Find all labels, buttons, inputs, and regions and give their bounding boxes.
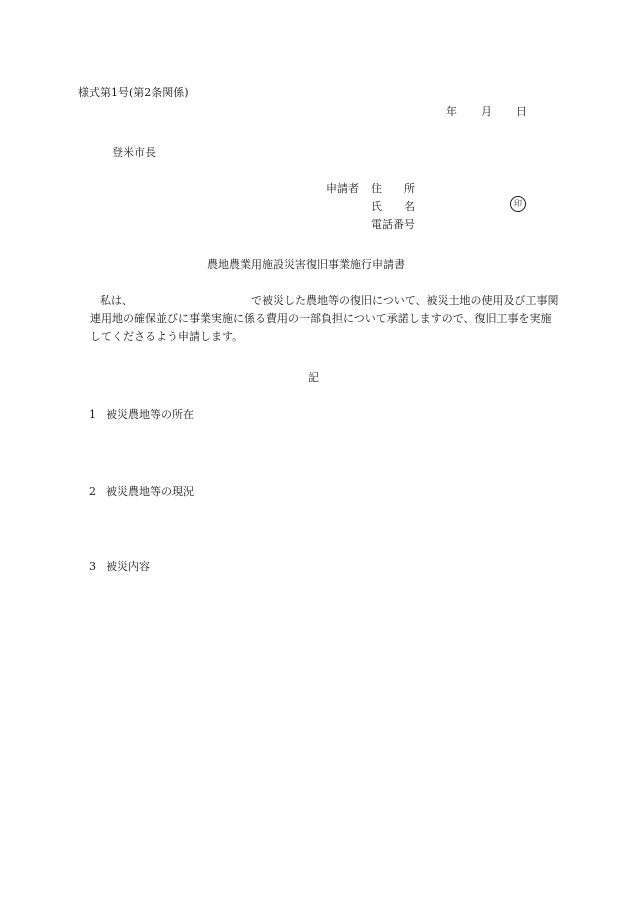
form-number: 様式第1号(第2条関係) xyxy=(78,86,189,99)
list-item xyxy=(89,483,194,499)
name-field-label xyxy=(371,198,415,214)
address-label-char-2: 所 xyxy=(404,182,415,195)
applicant-label: 申請者 xyxy=(326,182,359,195)
ki-heading: 記 xyxy=(308,371,319,384)
address-field-label xyxy=(371,180,415,196)
item-label: 被災農地等の所在 xyxy=(106,408,194,421)
phone-field-label: 電話番号 xyxy=(371,218,415,231)
document-title: 農地農業用施設災害復旧事業施行申請書 xyxy=(207,258,405,271)
date-line xyxy=(446,103,527,119)
body-text-start: 私は、 xyxy=(100,294,133,307)
date-month-label: 月 xyxy=(481,105,492,118)
item-number: 2 xyxy=(89,485,96,498)
name-label-char-2: 名 xyxy=(404,200,415,213)
addressee: 登米市長 xyxy=(112,146,156,159)
date-day-label: 日 xyxy=(516,105,527,118)
seal-mark: 印 xyxy=(510,196,526,212)
address-label-char-1: 住 xyxy=(371,182,382,195)
item-number: 1 xyxy=(89,408,96,421)
item-number: 3 xyxy=(89,560,96,573)
name-label-char-1: 氏 xyxy=(371,200,382,213)
body-text-rest: で被災した農地等の復旧について、被災土地の使用及び工事関連用地の確保並びに事業実施に係る費用の一部負担について承諾しますので、復旧工事を実施してくださるよう申請します。 xyxy=(90,294,559,343)
date-year-label: 年 xyxy=(446,105,457,118)
item-label: 被災農地等の現況 xyxy=(106,485,194,498)
list-item xyxy=(89,406,194,422)
list-item xyxy=(89,558,150,574)
body-paragraph xyxy=(90,292,560,346)
item-label: 被災内容 xyxy=(106,560,150,573)
